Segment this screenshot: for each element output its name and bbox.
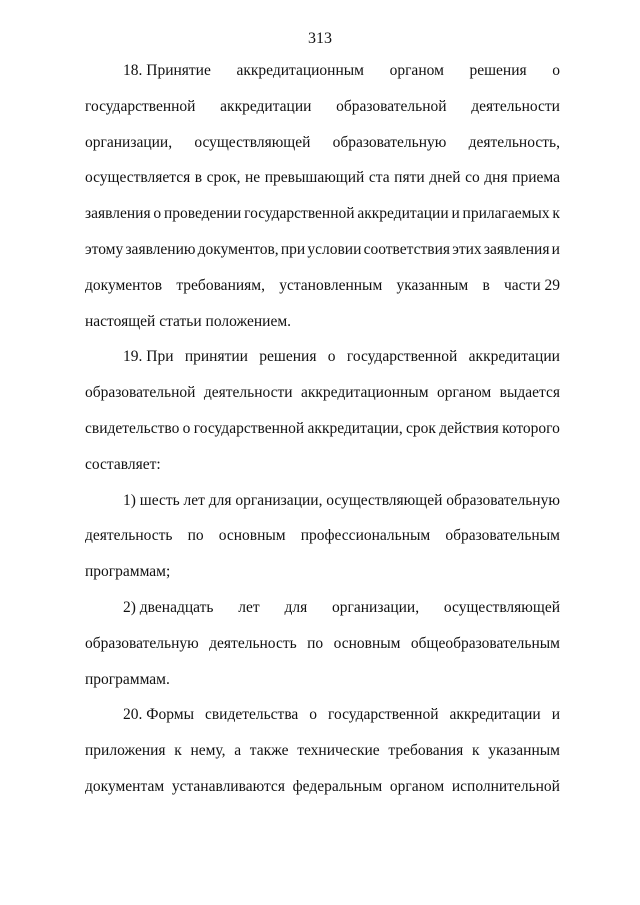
word: принятии [184,348,248,366]
word: организации, [332,598,420,616]
word: документов, [197,240,279,258]
word: деятельность, [468,133,560,151]
word: не [245,169,261,187]
word: осуществляющей [326,491,443,509]
word: к [472,742,480,760]
word: 2) двенадцать [123,598,214,616]
word: соответствия [363,240,451,258]
text-line [85,375,560,411]
word: со [465,169,480,187]
word: к [174,742,182,760]
word: о [552,62,560,79]
word: указанным [396,276,469,294]
word: основным [333,634,401,652]
word: которого [502,419,560,437]
word: деятельность [209,634,297,652]
word: части 29 [504,276,560,294]
word: по [307,634,324,652]
word: и [551,706,560,724]
word: федеральным [292,777,383,795]
document-body [85,53,560,805]
word: условии [307,240,362,258]
word: образовательную [85,634,199,652]
word: организации, [235,491,323,509]
word: заявления [483,240,550,258]
word: проведении [163,205,242,223]
word: и [551,240,560,258]
word: аккредитации [220,97,312,115]
word: требования [388,742,464,760]
word: о [309,706,318,724]
word: 18. Принятие [123,62,211,79]
paragraph [85,697,560,804]
text-line [85,483,560,519]
word: осуществляющей [194,133,311,151]
word: образовательную [332,133,447,151]
paragraph [85,483,560,590]
word: деятельности [203,384,293,402]
word: для [284,598,308,616]
word: организации, [85,133,173,151]
word: свидетельство [85,419,180,437]
word: приема [512,169,560,187]
word: аккредитационным [236,62,364,79]
paragraph [85,590,560,697]
word: государственной [346,348,458,366]
text-line [85,518,560,554]
word: нему, [190,742,226,760]
word: государственной [85,97,196,115]
text-line [85,53,560,89]
word: устанавливаются [171,777,285,795]
word: образовательной [85,384,196,402]
text-line [85,304,560,340]
word: по [187,527,204,545]
text-line [85,196,560,232]
word: лет [183,491,205,509]
word: деятельности [471,97,560,115]
word: лет [238,598,260,616]
word: органом [389,777,445,795]
word: в [194,169,203,187]
word: аккредитации [357,205,449,223]
word: аккредитации [468,348,560,366]
text-line [85,697,560,733]
text-line [85,89,560,125]
word: срок [406,419,436,437]
word: для [208,491,232,509]
word: документов [85,276,163,294]
word: дней [429,169,461,187]
word: и [451,205,460,223]
word: о [182,419,191,437]
word: программам; [85,563,171,581]
word: технические [297,742,380,760]
text-line [85,411,560,447]
word: 19. При [123,348,174,366]
word: органом [436,384,492,402]
word: ста [368,169,390,187]
text-line [85,662,560,698]
word: срок, [206,169,241,187]
text-line [85,769,560,805]
text-line [85,590,560,626]
word: решения [469,62,527,79]
text-line [85,447,560,483]
word: также [249,742,289,760]
word: документам [85,777,165,795]
text-line [85,125,560,161]
word: общеобразовательным [410,634,560,652]
word: исполнительной [451,777,560,795]
text-line [85,339,560,375]
word: решения [259,348,317,366]
word: органом [389,62,444,79]
word: заявлению [125,240,196,258]
word: аккредитационным [300,384,429,402]
word: дня [484,169,508,187]
word: государственной [193,419,305,437]
word: 20. Формы [123,706,194,724]
text-line [85,232,560,268]
word: государственной [328,706,439,724]
word: пяти [394,169,425,187]
word: программам. [85,670,170,688]
word: о [327,348,336,366]
word: превышающий [264,169,365,187]
text-line [85,268,560,304]
word: указанным [488,742,560,760]
word: этому [85,240,124,258]
word: осуществляется [85,169,191,187]
word: в [482,276,490,294]
word: этих [452,240,482,258]
word: образовательной [336,97,447,115]
word: требованиям, [176,276,265,294]
word: образовательным [445,527,560,545]
word: профессиональным [300,527,431,545]
word: а [234,742,242,760]
word: к [552,205,560,223]
word: при [280,240,306,258]
word: образовательную [446,491,560,509]
word: заявления [85,205,151,223]
word: выдается [499,384,560,402]
word: 1) шесть [123,491,180,509]
word: деятельность [85,527,173,545]
word: о [153,205,162,223]
text-line [85,160,560,196]
word: осуществляющей [443,598,560,616]
word: составляет: [85,455,161,473]
word: настоящей статьи положением. [85,312,292,330]
word: свидетельства [204,706,299,724]
word: действия [439,419,499,437]
paragraph [85,339,560,482]
word: основным [218,527,286,545]
word: аккредитации [449,706,541,724]
text-line [85,626,560,662]
word: прилагаемых [462,205,550,223]
paragraph [85,53,560,339]
word: приложения [85,742,166,760]
word: аккредитации, [307,419,403,437]
text-line [85,733,560,769]
word: государственной [244,205,355,223]
text-line [85,554,560,590]
page-number: 313 [308,30,332,47]
word: установленным [279,276,383,294]
